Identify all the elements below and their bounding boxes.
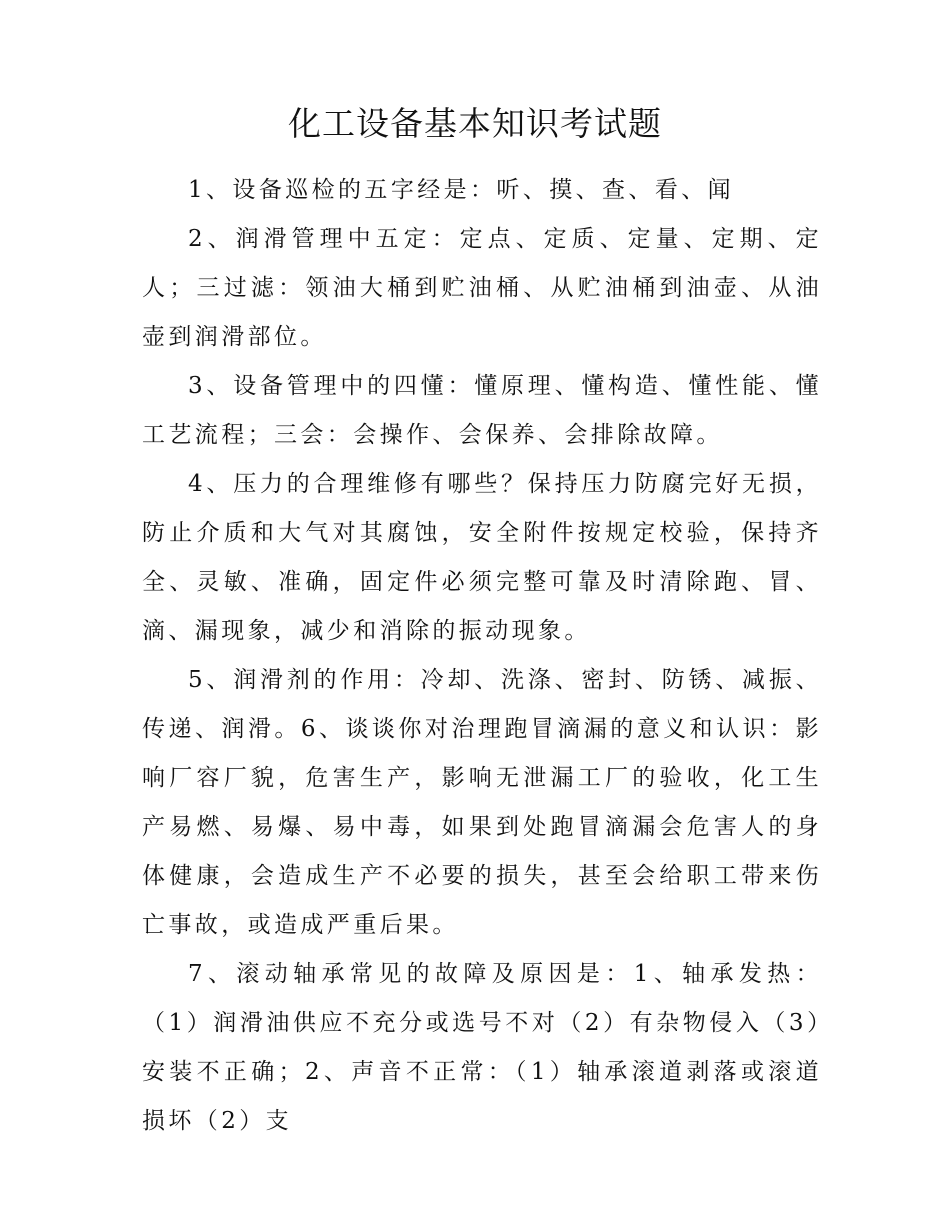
paragraph-4: 4、压力的合理维修有哪些？保持压力防腐完好无损，防止介质和大气对其腐蚀，安全附件按规定校验，保持齐全、灵敏、准确，固定件必须完整可靠及时清除跑、冒、滴、漏现象，减少和消除的振动现象。: [142, 471, 822, 644]
document-body: [142, 166, 822, 1146]
paragraph-7: 7、滚动轴承常见的故障及原因是：1、轴承发热：（1）润滑油供应不充分或选号不对（2）有杂物侵入（3）安装不正确；2、声音不正常：（1）轴承滚道剥落或滚道损坏（2）支: [142, 961, 822, 1134]
paragraph-5: 5、润滑剂的作用：冷却、洗涤、密封、防锈、减振、传递、润滑。6、谈谈你对治理跑冒滴漏的意义和认识：影响厂容厂貌，危害生产，影响无泄漏工厂的验收，化工生产易燃、易爆、易中毒，如果到处跑冒滴漏会危害人的身体健康，会造成生产不必要的损失，甚至会给职工带来伤亡事故，或造成严重后果。: [142, 667, 822, 938]
document-title: 化工设备基本知识考试题: [288, 104, 662, 143]
paragraph-2: 2、润滑管理中五定：定点、定质、定量、定期、定人；三过滤：领油大桶到贮油桶、从贮油桶到油壶、从油壶到润滑部位。: [142, 226, 822, 350]
paragraph-3: 3、设备管理中的四懂：懂原理、懂构造、懂性能、懂工艺流程；三会：会操作、会保养、会排除故障。: [142, 373, 822, 448]
paragraph-1: 1、设备巡检的五字经是：听、摸、查、看、闻: [188, 177, 735, 203]
